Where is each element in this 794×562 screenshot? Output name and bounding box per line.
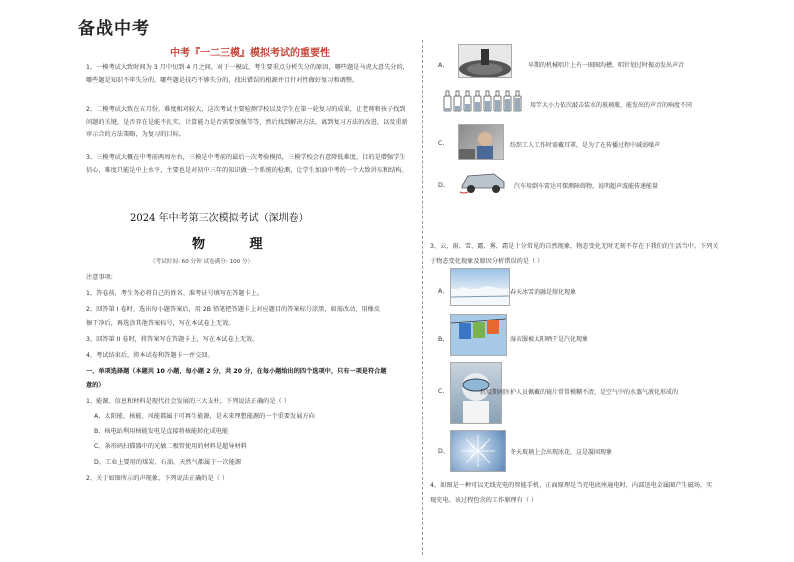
intro-paragraph-1: 1、一模考试大致时间为 3 月中旬到 4 月之间，对于一模试，考生要重点分析失分的原因，哪些题是马虎大意失分的，哪些题是知识不牢失分的，哪些题是技巧不够失分的，找出错误的根源并且针对性做好复习和调整。 — [86, 64, 409, 84]
section-1-heading: 一、单项选择题（本题共 10 小题，每小题 2 分，共 20 分，在每小题给出的四个选项中，只有一项是符合题 — [86, 368, 387, 375]
column-divider — [422, 40, 423, 555]
q1-option-b: B、核电站利用核能发电是直接将核能转化成电能 — [94, 428, 229, 435]
q2-option-c: 纺织工人工作时需戴耳罩，是为了在传播过程中减弱噪声 — [510, 142, 661, 149]
q3-stem-a: 3、云、雨、雪、露、雾、霜是十分常见的自然现象，物态变化无时无刻不存在于我们的生活当中。下列关 — [430, 243, 719, 250]
q4-stem-a: 4、如图是一种可以无线充电的智能手机，正面原理是当充电底座通电时，内部送电金属圈产生磁场，实 — [430, 482, 713, 489]
q3-option-b: 湿衣服被太阳晒干是汽化现象 — [510, 336, 589, 343]
intro-title: 中考『一二三模』模拟考试的重要性 — [170, 48, 330, 59]
note-4: 4、考试结束后，将本试卷和答题卡一并交回。 — [86, 352, 214, 359]
q1-stem: 1、能源、信息和材料是现代社会发展的三大支柱，下列说法正确的是（ ） — [86, 398, 290, 405]
q2-d-letter: D、 — [438, 182, 449, 189]
clothes-icon — [451, 315, 506, 355]
worker-earmuffs-icon — [459, 125, 503, 159]
intro-paragraph-3: 3、三模考试大概在中考前两周左右，三模是中考前的最后一次考验模拟，三模学校会有意降低难度，目的是增强学生信心，难度只能是中上水平，主要也是对初中三年的知识做一个系统的检测，让学生加油中考的一个大致讲东和结构。 — [86, 154, 408, 174]
q2-option-d: 汽车用倒车雷达可探测障碍物，说明超声波能传递能量 — [514, 183, 659, 190]
q3-c-letter: C、 — [438, 388, 449, 395]
vinyl-record-icon — [459, 45, 511, 77]
q3-stem-b: 于物态变化现象及原因分析错误的是（ ） — [430, 258, 544, 265]
bottles-image — [442, 90, 524, 112]
frost-icon — [451, 431, 505, 471]
section-1-heading-cont: 意的） — [86, 382, 105, 389]
reversing-car-image — [458, 164, 508, 196]
q4-stem-b: 现充电。该过程包含的工作原理有（ ） — [430, 497, 538, 504]
vinyl-record-image — [458, 44, 512, 78]
q3-a-letter: A、 — [438, 288, 449, 295]
q2-c-letter: C、 — [438, 140, 449, 147]
q2-a-letter: A、 — [438, 62, 449, 69]
exam-title: 2024 年中考第三次模拟考试（深圳卷） — [130, 213, 309, 224]
note-2b: 擦干净后，再选涂其他答案标号，写在本试卷上无效。 — [86, 320, 235, 327]
note-3: 3、回答第 II 卷时，将答案写在答题卡上，写在本试卷上无效。 — [86, 336, 259, 343]
q2-option-b: 用竿大小力依次敲击装水的玻璃瓶，能发出的声音的响度不同 — [530, 102, 693, 109]
subject-title: 物 理 — [192, 237, 283, 252]
drying-clothes-image — [450, 314, 507, 356]
exam-info: （考试时间: 60 分钟 试卷满分: 100 分） — [150, 259, 254, 265]
q3-option-a: 春天冰雪消融是熔化现象 — [510, 289, 577, 296]
q3-d-letter: D、 — [438, 448, 449, 455]
window-frost-image — [450, 430, 506, 472]
q3-option-c: 抗疫期间医护人员佩戴的镜片常常模糊不清，是空气中的水蒸气液化形成的 — [480, 389, 679, 396]
car-radar-icon — [458, 164, 508, 196]
melting-ice-image — [450, 268, 510, 306]
ice-icon — [451, 269, 509, 305]
note-1: 1、答卷前，考生务必将自己的姓名、准考证号填写在答题卡上。 — [86, 290, 264, 297]
q2-option-a: 早期的机械唱片上有一圈圈沟槽，唱针划过时振动发出声音 — [528, 62, 685, 69]
note-2a: 2、回答第 I 卷时，选出每小题答案后，用 2B 铅笔把答题卡上对应题目的答案标号涂黑，如需改动，用橡皮 — [86, 306, 381, 313]
q3-b-letter: B、 — [438, 336, 449, 343]
q1-option-c: C、条形码扫描器中的光敏二极管使用的材料是超导材料 — [94, 443, 247, 450]
bottles-icon — [442, 90, 524, 112]
q1-option-d: D、工业上要用的煤炭、石油、天然气都属于一次能源 — [94, 459, 242, 466]
brand-logo: 备战中考 — [78, 19, 150, 39]
q3-option-d: 冬天玻璃上会出现冰花，这是凝固现象 — [510, 449, 613, 456]
textile-worker-image — [458, 124, 504, 160]
q1-option-a: A、太阳能、核能、风能都属于可再生能源，是未来理想能源的一个重要发展方向 — [94, 413, 315, 420]
intro-paragraph-2: 2、二模考试大致在五月份，难度相对较大，这次考试主要检测学校以及学生在第一轮复习的成果，让老师和孩子找到问题的关键，是否存在是能不扎实，计算能力是否需要加强等等，然后找到解决方法，离到复习方法的改进，以及重新审示合的方法策略，为复习的目标。 — [86, 106, 408, 138]
notes-heading: 注意事项: — [86, 274, 113, 281]
q2-stem: 2、关于如图所示的声现象，下列说法正确的是（ ） — [86, 475, 229, 482]
